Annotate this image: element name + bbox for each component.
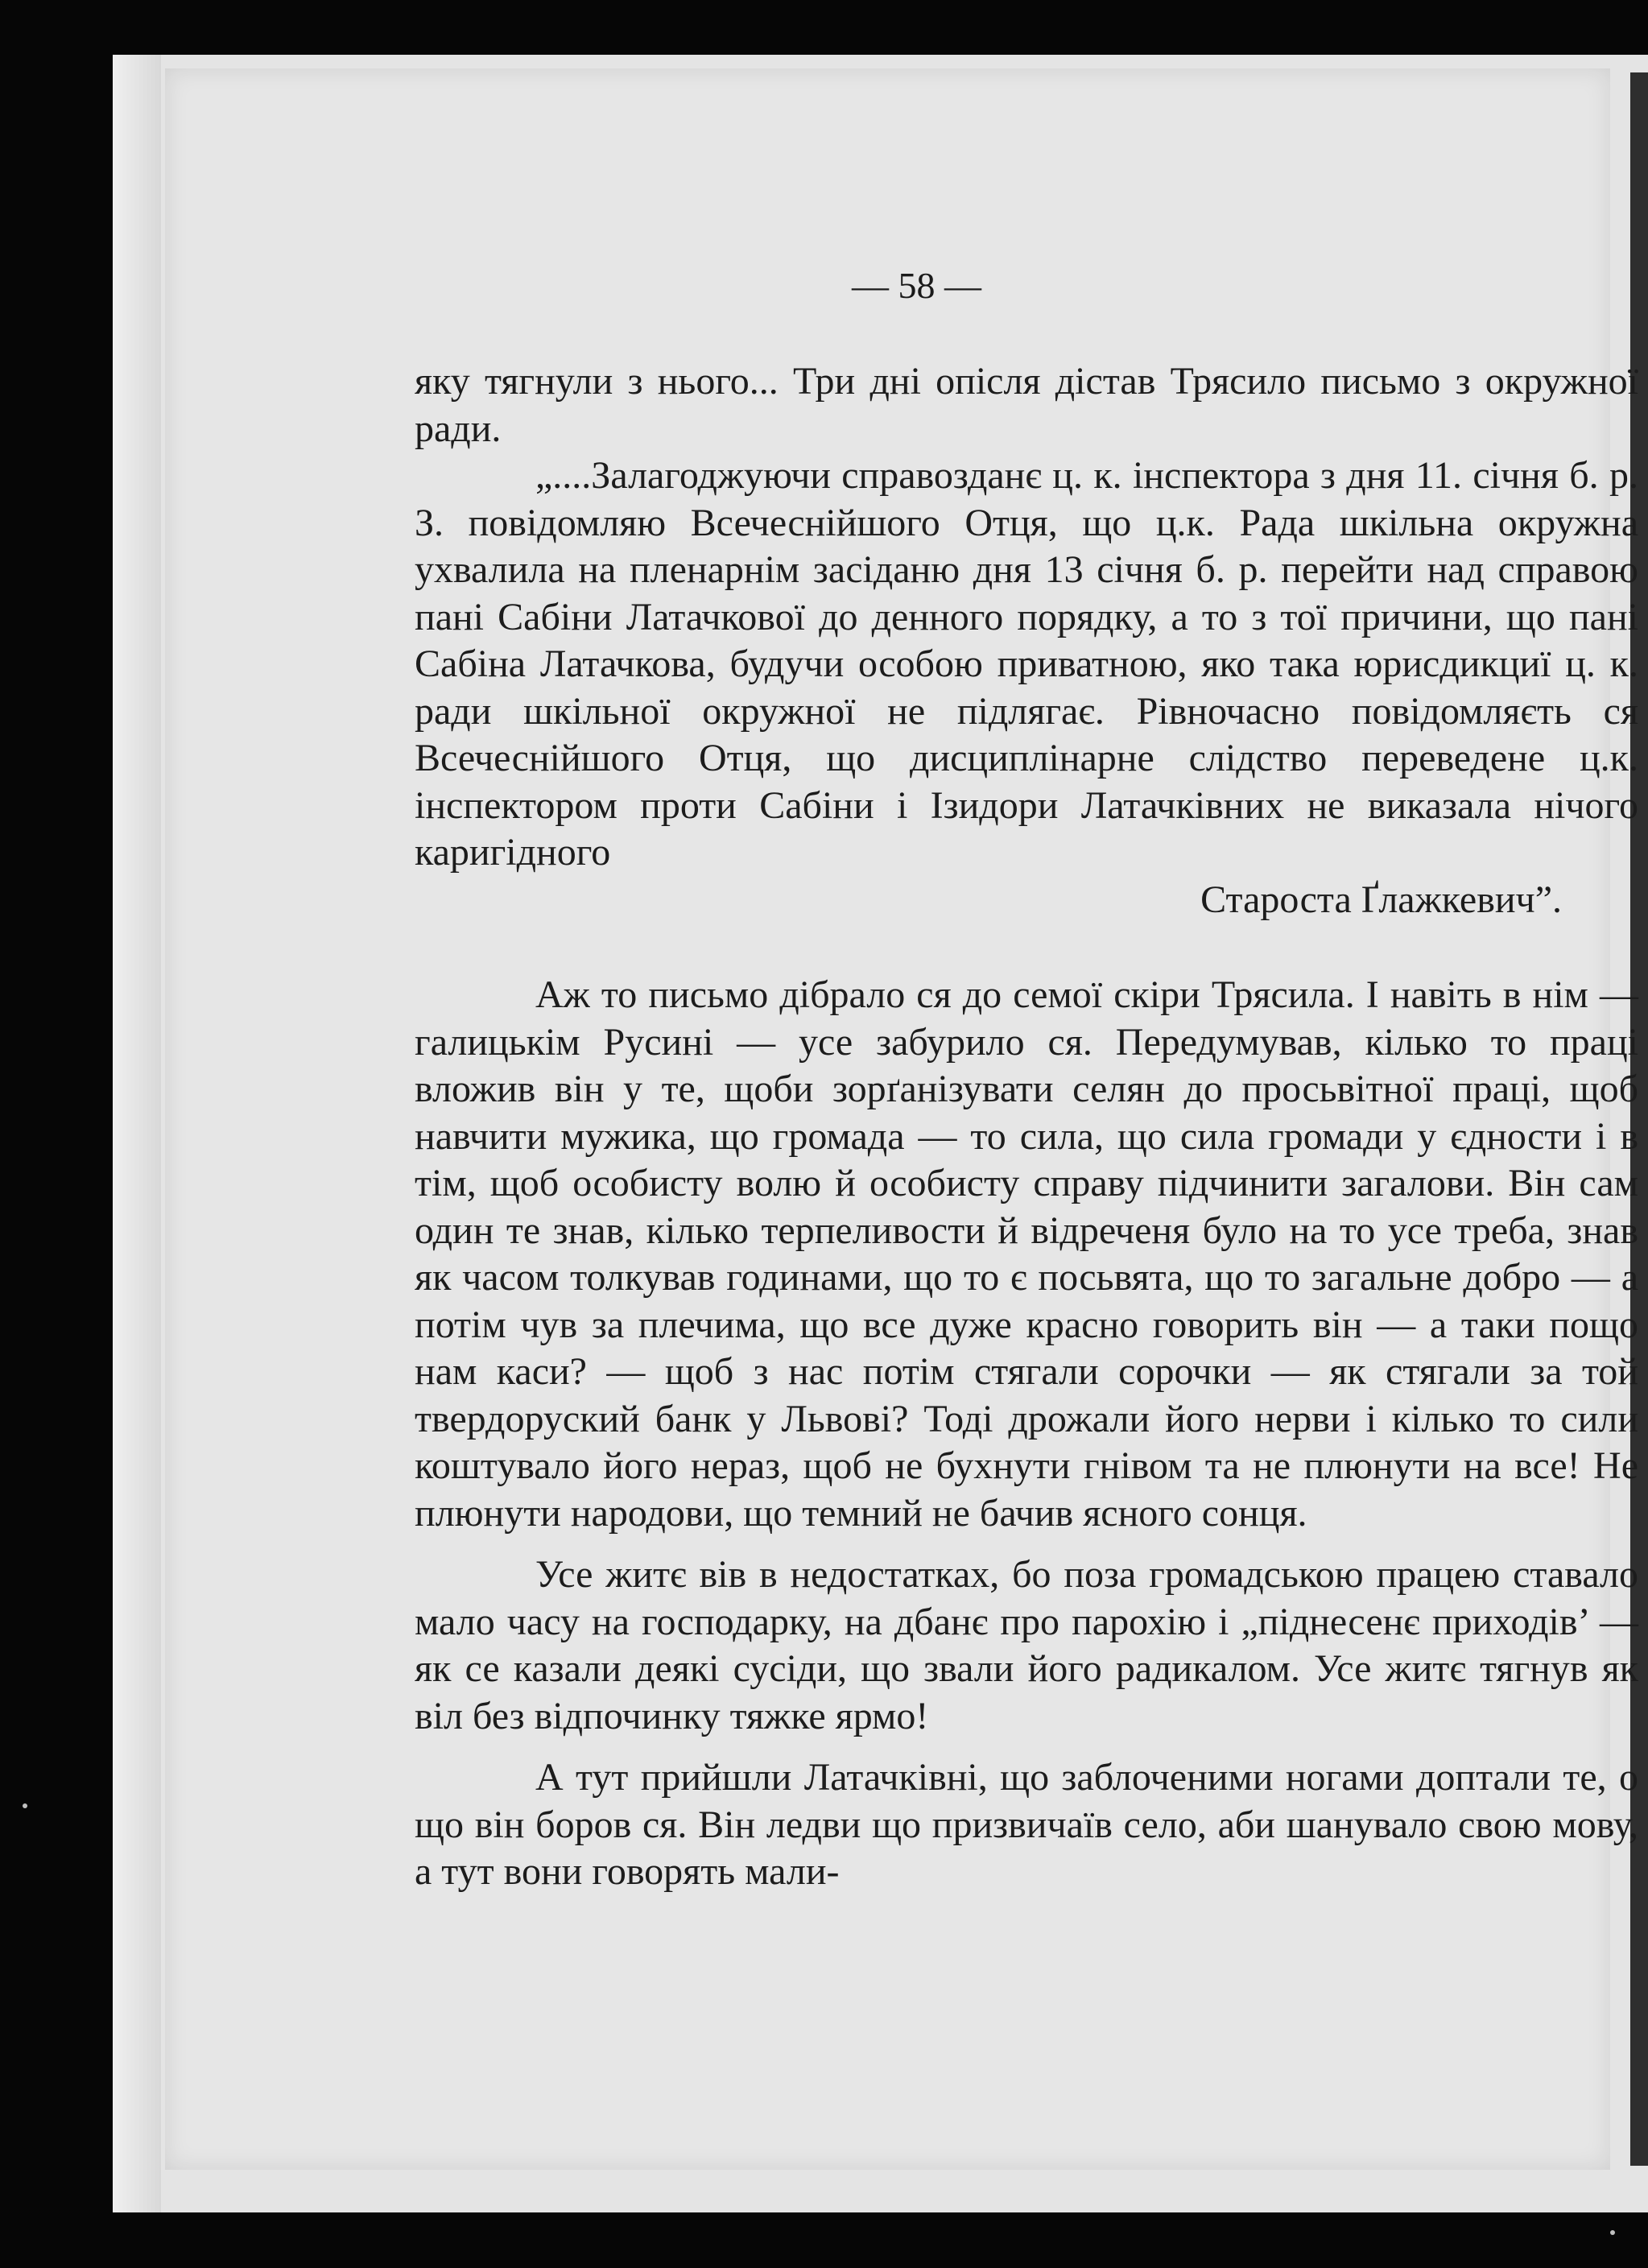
page-number: — 58 — [852,265,981,306]
paragraph-gap [415,923,1638,972]
letter-signature: Староста Ґлажкевич”. [1200,878,1562,921]
letter-paragraph: „....Залагоджуючи справозданє ц. к. інспектора з дня 11. січня б. р. З. повідомляю Всечеснійшого Отця, що ц.к. Рада шкільна окружна ухвалила на пленарнім засіданю дня 13 січня б. р. перейти над справою пані Сабіни Латачкової до денного порядку, а то з тої причини, що пані Сабіна Латачкова, будучи особою приватною, яко така юрисдикциї ц. к. ради шкільної окружної не підлягає. Рівночасно повідомляєть ся Всечеснійшого Отця, що дисциплінарне слідство переведене ц.к. інспектором проти Сабіни і Ізидори Латачківних не виказала нічого каригідного [415,454,1638,874]
dust-speck [1610,2230,1615,2235]
paragraph: Аж то письмо дібрало ся до семої скіри Трясила. І навіть в нім — галицькім Русині — усе забурило ся. Передумував, кілько то праці вложив він у те, щоби зорґанізувати селян до просьвітної праці, щоб навчити мужика, що громада — то сила, що сила громади у єдности і в тім, щоб особисту волю й особисту справу підчинити загалови. Він сам один те знав, кілько терпеливости й відреченя було на то усе треба, знав як часом толкував годинами, що то є посьвята, що то загальне добро — а потім чув за плечима, що все дуже красно говорить він — а таки пощо нам каси? — щоб з нас потім стягали сорочки — як стягали за той твердоруский банк у Львові? Тоді дрожали його нерви і кілько то сили коштувало його нераз, щоб не бухнути гнівом та не плюнути на все! Не плюнути народови, що темний не бачив ясного сонця. [415,973,1638,1535]
paragraph: А тут прийшли Латачківні, що заблоченими ногами доптали те, о що він боров ся. Він ледви що призвичаїв село, аби шанувало свою мову, а тут вони говорять мали- [415,1756,1638,1893]
dust-speck [23,1803,27,1808]
paragraph-gap [415,1537,1638,1551]
paragraph: яку тягнули з нього... Три дні опісля дістав Трясило письмо з окружної ради. [415,360,1638,450]
cover-fold [113,55,161,2212]
paragraph-gap [415,1740,1638,1754]
paragraph: Усе житє вів в недостатках, бо поза громадською працею ставало мало часу на господарку, на дбанє про парохію і „піднесенє приходів’ — як се казали деякі сусіди, що звали його радикалом. Усе житє тягнув як віл без відпочинку тяжке ярмо! [415,1553,1638,1737]
page-text [415,358,1638,1896]
